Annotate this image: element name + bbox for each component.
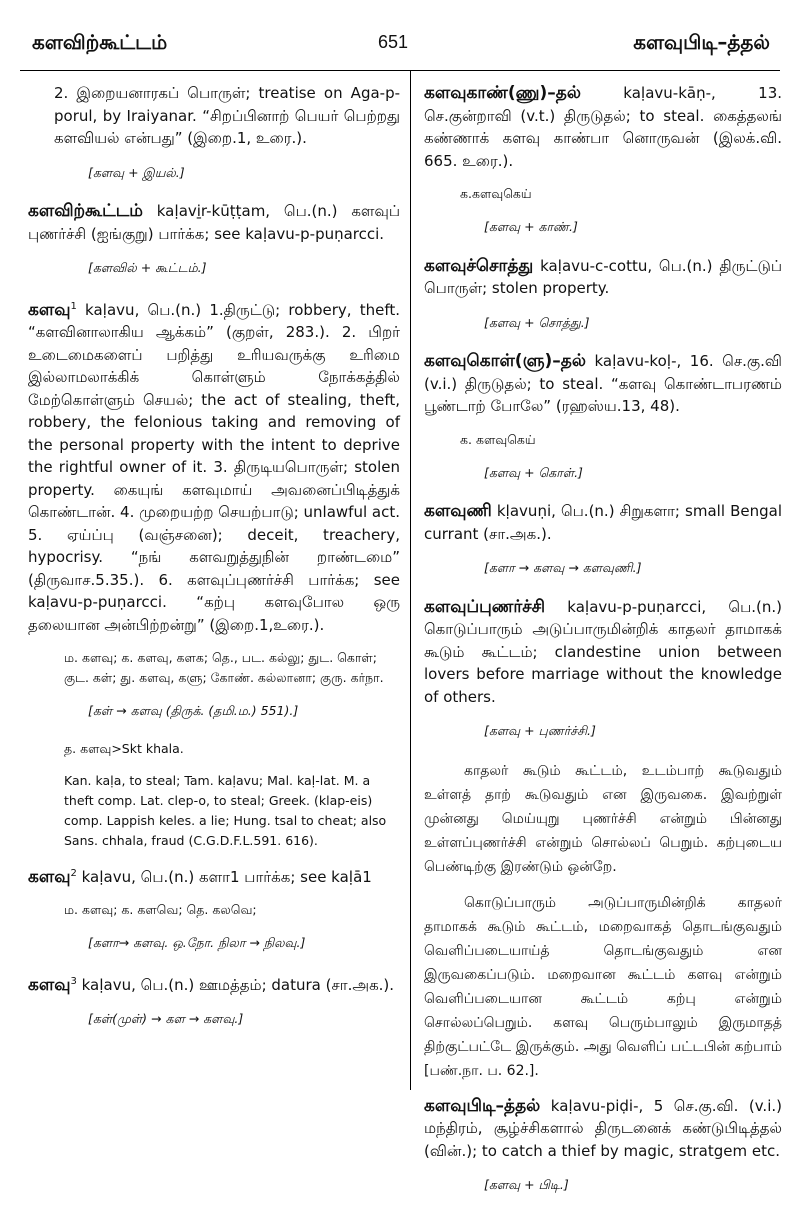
etymology: [கள் → களவு (திருக். (தமி.ம.) 551).]	[88, 703, 299, 718]
headword: களவு	[28, 974, 71, 995]
headword: களவுணி	[424, 501, 492, 521]
page-number: 651	[378, 32, 409, 52]
column-divider	[410, 70, 411, 1090]
homonym-number: 1	[70, 300, 77, 312]
left-column	[28, 82, 400, 1047]
entry-body: kaḷavu, பெ.(n.) களா1 பார்க்க; see kaḷā1	[76, 867, 372, 886]
header-right-word: களவுபிடி–த்தல்	[633, 30, 770, 54]
header-left-word: களவிற்கூட்டம்	[32, 30, 168, 54]
etymology: [களவு + கொள்.]	[484, 464, 583, 480]
homonym-number: 2	[70, 867, 77, 879]
dictionary-entry	[28, 200, 400, 245]
dictionary-entry	[28, 296, 400, 637]
sanskrit-note: த. களவு>Skt khala.	[64, 740, 184, 756]
dictionary-entry	[424, 1095, 782, 1163]
headword: களவுகொள்(ளு)–தல்	[424, 351, 586, 371]
entry-body: kaḷavu-p-puṇarcci, பெ.(n.) கொடுப்பாரும் அடுப்பாருமின்றிக் காதலர் தாமாகக் கூடும் கூட்டம்; clandestine union between lovers before marriage without the knowledge of others.	[424, 597, 782, 706]
cognates: ம. களவு; க. களவு, களக; தெ., பட. கல்லு; துட. கொள்; குட. கள்; து. களவு, களு; கோண். கல்லானா; குரு. கர்நா.	[64, 650, 384, 685]
entry-body: kaḷavi̱r-kūṭṭam, பெ.(n.) களவுப் புணர்ச்சி (ஐங்குறு) பார்க்க; see kaḷavu-p-puṇarcci.	[28, 202, 400, 243]
entry-body: kḷavuṇi, பெ.(n.) சிறுகளா; small Bengal currant (சா.அக.).	[424, 502, 782, 543]
etymology: [களவு + காண்.]	[484, 219, 578, 234]
homonym-number: 3	[70, 975, 77, 987]
dictionary-entry	[424, 82, 782, 172]
dictionary-entry	[424, 500, 782, 545]
header-rule	[20, 70, 780, 71]
etymology: [களவு + சொத்து.]	[484, 314, 590, 330]
entry-body: kaḷavu-piḍi-, 5 செ.கு.வி. (v.i.) மந்திரம், சூழ்ச்சிகளால் திருடனைக் கண்டுபிடித்தல் (வின்.); to catch a thief by magic, stratgem etc.	[424, 1096, 782, 1160]
cognates: க.களவுகெய்	[460, 186, 532, 201]
dictionary-entry	[28, 863, 400, 889]
dictionary-entry	[424, 350, 782, 418]
headword: களவுகாண்(ணு)–தல்	[424, 83, 581, 103]
right-column	[424, 82, 782, 1213]
dictionary-entry	[28, 971, 400, 997]
etymology: [களவு + பிடி.]	[484, 1177, 569, 1192]
entry-body: kaḷavu-kāṇ-, 13. செ.குன்றாவி (v.t.) திருடுதல்; to steal. கைத்தலங் கண்ணாக் களவு காண்பா னொருவன் (இலக்.வி. 665. உரை.).	[424, 84, 782, 170]
entry-body: kaḷavu, பெ.(n.) 1.திருட்டு; robbery, theft. “களவினாலாகிய ஆக்கம்” (குறள், 283.). 2. பிறர் உடைமைகளைப் பறித்து உரியவருக்கு உரிமை இல்லாமலாக்கிக் கொள்ளும் நோக்கத்தில் மேற்கொள்ளும் செயல்; the act of stealing, theft, robbery, the felonious taking and removing of the personal property with the intent to deprive the rightful owner of it. 3. திருடியபொருள்; stolen property. கையுங் களவுமாய் அவனைப்பிடித்துக் கொண்டான். 4. முறையற்ற செயற்பாடு; unlawful act. 5. ஏய்ப்பு (வஞ்சனை); deceit, treachery, hypocrisy. “நங் களவறுத்துநின் றாண்டமை” (திருவாச.5.35.). 6. களவுப்புணர்ச்சி பார்க்க; see kaḷavu-p-puṇarcci. “கற்பு களவுபோல ஒரு தலையான அன்பிற்றன்று” (இறை.1,உரை.).	[28, 300, 400, 634]
cognates: ம. களவு; க. களவெ; தெ. கலவெ;	[64, 902, 257, 917]
entry-body: kaḷavu-koḷ-, 16. செ.கு.வி (v.i.) திருடுதல்; to steal. “களவு கொண்டாபரணம் பூண்டாற் போலே” (ரஹஸ்ய.13, 48).	[424, 352, 782, 415]
headword: களவுபிடி–த்தல்	[424, 1095, 541, 1116]
explanatory-paragraph: காதலர் கூடும் கூட்டம், உடம்பாற் கூடுவதும் உள்ளத் தாற் கூடுவதும் என இருவகை. இவற்றுள் முன்னது மெய்யுறு புணர்ச்சி என்றும் பின்னது உள்ளப்புணர்ச்சி என்றும் சொல்லப் பெறும். கற்புடைய பெண்டிற்கு இரண்டும் ஒன்றே.	[424, 762, 782, 875]
dictionary-entry	[424, 596, 782, 709]
entry-sense: 2. இறையனாரகப் பொருள்; treatise on Aga-p-porul, by Iraiyanar. “சிறப்பினாற் பெயர் பெற்றது களவியல் என்பது” (இறை.1, உரை.).	[54, 84, 400, 147]
entry-body: kaḷavu, பெ.(n.) ஊமத்தம்; datura (சா.அக.).	[76, 975, 395, 994]
headword: களவு	[28, 866, 71, 887]
headword: களவிற்கூட்டம்	[28, 201, 143, 221]
headword: களவுச்சொத்து	[424, 255, 534, 276]
cognates: க. களவுகெய்	[460, 431, 536, 447]
etymology: [கள்(முள்) → கள → களவு.]	[88, 1011, 244, 1026]
page-header	[0, 0, 800, 62]
explanatory-paragraph: கொடுப்பாரும் அடுப்பாருமின்றிக் காதலர் தாமாகக் கூடும் கூட்டம், மறைவாகத் தொடங்குவதும் வெளிப்படையாய்த் தொடங்குவதும் என இருவகைப்படும். மறைவான கூட்டம் களவு என்றும் வெளிப்படையான கூட்டம் கற்பு என்றும் சொல்லப்பெறும். களவு பெரும்பாலும் இருமாதத் திற்குட்பட்டே இருக்கும். அது வெளிப் பட்டபின் கற்பாம் [பண்.நா. ப. 62.].	[424, 894, 782, 1079]
comparative-note: Kan. kaḷa, to steal; Tam. kaḷavu; Mal. kaḷ-lat. M. a theft comp. Lat. clep-o, to steal; Greek. (klap-eis) comp. Lappish keles. a lie; Hung. tsal to cheat; also Sans. chhala, fraud (C.G.D.F.L.591. 616).	[64, 772, 387, 848]
entry-body: kaḷavu-c-cottu, பெ.(n.) திருட்டுப் பொருள்; stolen property.	[424, 256, 782, 297]
etymology: [களவு + இயல்.]	[88, 164, 185, 180]
etymology: [களவில் + கூட்டம்.]	[88, 260, 207, 275]
etymology: [களவு + புணர்ச்சி.]	[484, 723, 596, 738]
etymology: [களா→ களவு. ஒ.நோ. நிலா → நிலவு.]	[88, 935, 306, 950]
headword: களவு	[28, 299, 71, 320]
dictionary-entry	[424, 255, 782, 300]
etymology: [களா → களவு → களவுணி.]	[484, 560, 642, 575]
headword: களவுப்புணர்ச்சி	[424, 596, 546, 617]
